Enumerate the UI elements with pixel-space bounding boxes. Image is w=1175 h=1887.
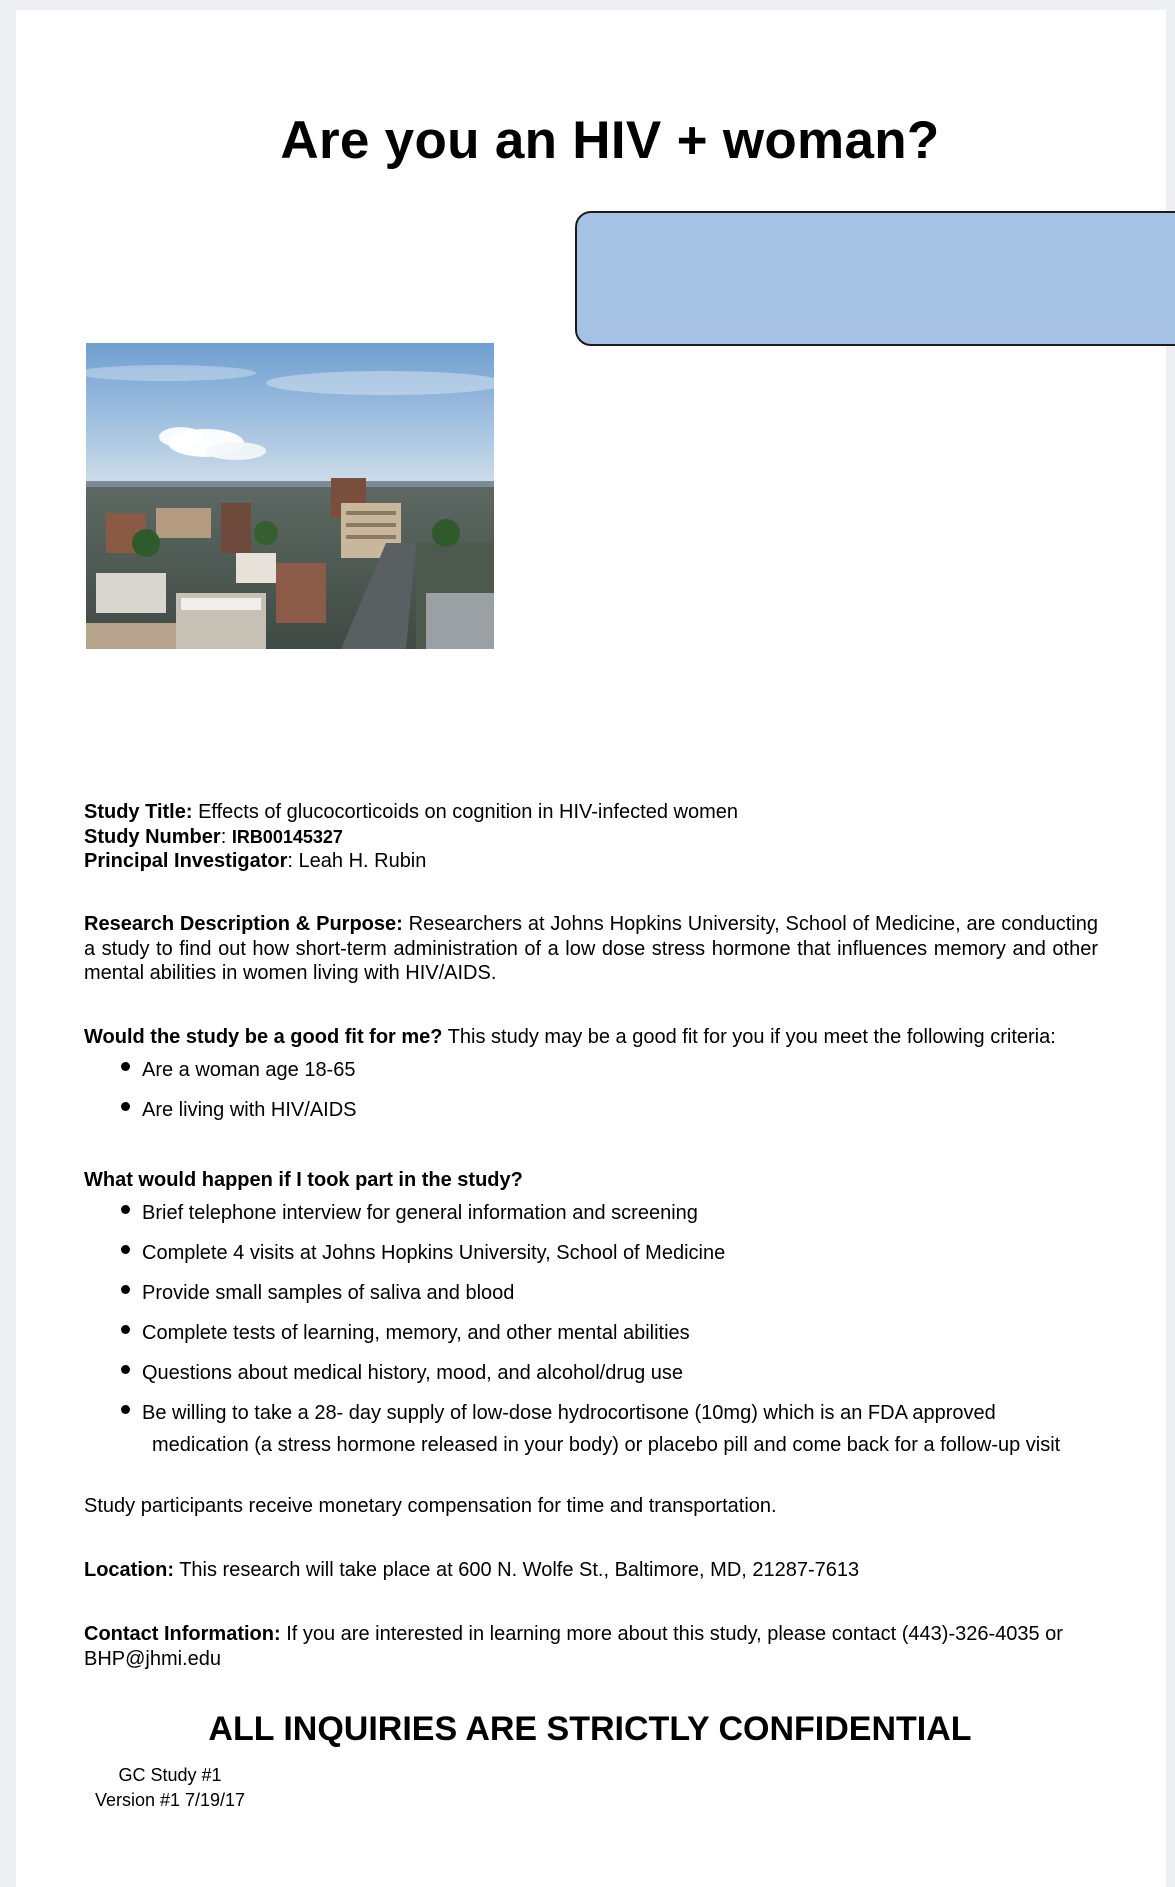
contact-info [84,1622,1098,1671]
study-title-value: Effects of glucocorticoids on cognition in HIV-infected women [192,801,739,823]
location [84,1558,1098,1583]
fit-section [84,1025,1098,1138]
list-item: Questions about medical history, mood, and alcohol/drug use [84,1361,1098,1401]
research-value: Researchers at Johns Hopkins University, School of Medicine, are conducting a study to find out how short-term administration of a low dose stress hormone that influences memory and other mental abilities in women living with HIV/AIDS. [84,913,1098,984]
study-title-line [84,800,1098,825]
pi-sep: : [287,850,299,872]
study-number-value: IRB00145327 [231,826,343,847]
contact-value: If you are interested in learning more about this study, please contact (443)-326-4035 or BHP@jhmi.edu [84,1623,1063,1670]
fit-heading [84,1025,1098,1050]
list-item: Brief telephone interview for general information and screening [84,1201,1098,1241]
footer-line: GC Study #1 [118,1765,222,1785]
happen-section [84,1168,1098,1457]
footer-line: Version #1 7/19/17 [94,1790,246,1810]
pi-line [84,849,1098,874]
location-label: Location: [84,1559,174,1581]
compensation: Study participants receive monetary compensation for time and transportation. [84,1495,777,1517]
list-item-continuation: medication (a stress hormone released in your body) or placebo pill and come back for a follow-up visit [152,1433,1061,1456]
pi-label: Principal Investigator [84,850,288,872]
study-number-label: Study Number [84,825,221,848]
list-item: Complete 4 visits at Johns Hopkins University, School of Medicine [84,1241,1098,1281]
list-item-line: Be willing to take a 28- day supply of low-dose hydrocortisone (10mg) which is an FDA approved [142,1401,996,1424]
happen-heading: What would happen if I took part in the study? [84,1169,523,1191]
list-item: Complete tests of learning, memory, and other mental abilities [84,1321,1098,1361]
list-item [84,1401,1098,1457]
study-info [84,800,1098,874]
list-item: Are a woman age 18-65 [84,1058,1098,1098]
list-item: Provide small samples of saliva and blood [84,1281,1098,1321]
research-description [84,912,1098,986]
pi-value: Leah H. Rubin [298,850,427,872]
flyer-title: Are you an HIV + woman? [280,111,940,170]
study-title-label: Study Title: [84,801,193,823]
research-label: Research Description & Purpose: [84,913,403,935]
contact-label: Contact Information: [84,1623,281,1645]
location-value: This research will take place at 600 N. Wolfe St., Baltimore, MD, 21287-7613 [174,1559,860,1581]
confidential-notice: ALL INQUIRIES ARE STRICTLY CONFIDENTIAL [208,1710,972,1748]
version-footer [90,1763,250,1813]
happen-list [84,1201,1098,1457]
criteria-list [84,1058,1098,1138]
fit-label: Would the study be a good fit for me? [84,1026,443,1048]
study-number-line [84,825,1098,850]
callout-box [575,211,1175,346]
city-photo [86,343,494,649]
study-number-sep: : [220,825,232,848]
list-item: Are living with HIV/AIDS [84,1098,1098,1138]
fit-value: This study may be a good fit for you if you meet the following criteria: [442,1026,1056,1048]
